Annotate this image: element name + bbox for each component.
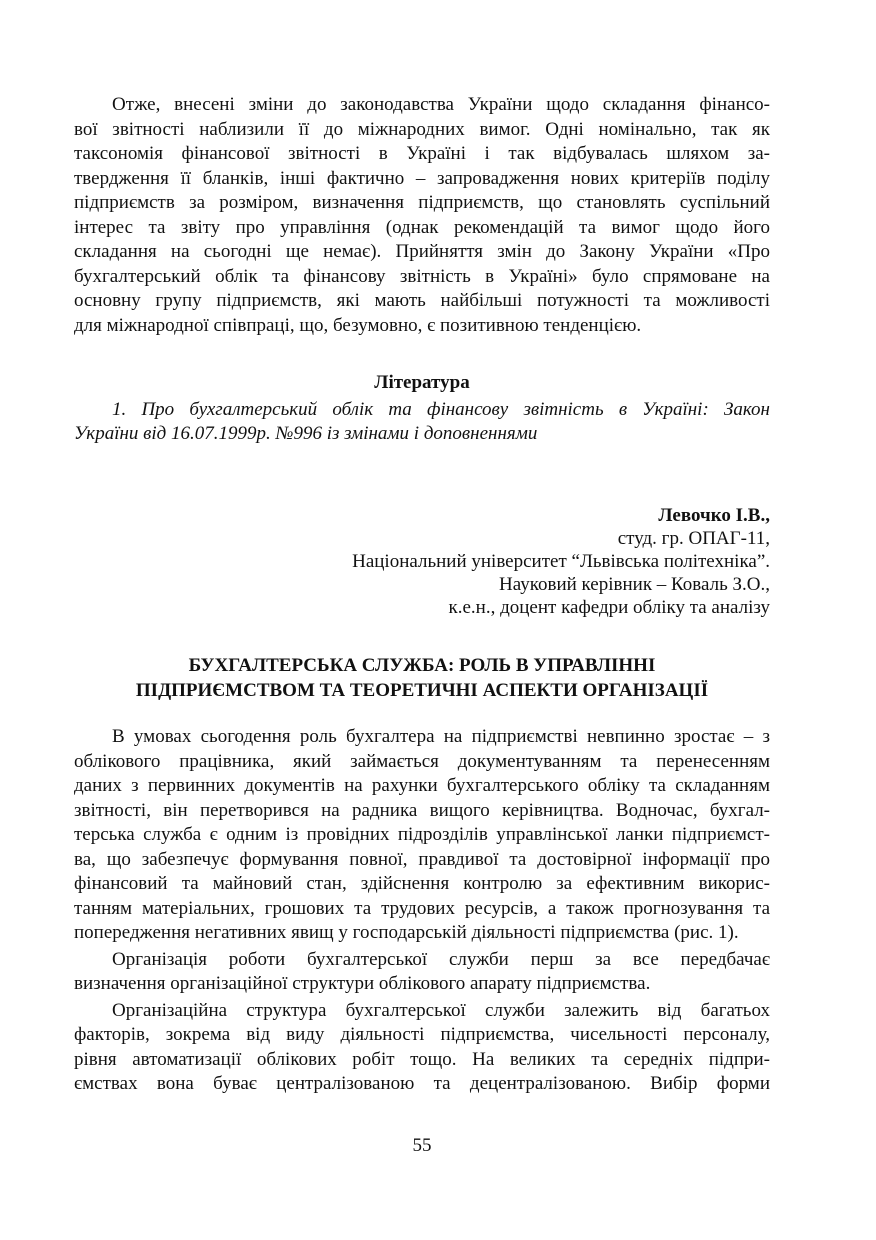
text-line: ємствах вона буває централізованою та децентралізованою. Вибір форми bbox=[74, 1073, 770, 1094]
text-line: бухгалтерський облік та фінансову звітність в Україні» було спрямоване на bbox=[74, 265, 770, 287]
text-line: терська служба є одним із провідних підрозділів управлінської ланки підприємст- bbox=[74, 824, 770, 845]
text-line: ва, що забезпечує формування повної, правдивої та достовірної інформації про bbox=[74, 848, 770, 870]
text-line: рівня автоматизації облікових робіт тощо. На великих та середніх підпри- bbox=[74, 1048, 770, 1070]
page-number: 55 bbox=[412, 1135, 432, 1156]
author-name: Левочко І.В., bbox=[658, 505, 770, 526]
text-line: для міжнародної співпраці, що, безумовно, є позитивною тенденцією. bbox=[74, 314, 642, 336]
text-line: 1. Про бухгалтерський облік та фінансову звітність в Україні: Закон bbox=[112, 398, 770, 420]
text-line: інтерес та звіту про управління (однак рекомендацій та вимог щодо його bbox=[74, 216, 770, 238]
literature-section bbox=[74, 371, 770, 447]
text-line: складання на сьогодні ще немає). Прийняття змін до Закону України «Про bbox=[74, 241, 770, 262]
text-line: облікового працівника, який займається документуванням та перенесенням bbox=[74, 750, 770, 772]
text-line: таксономія фінансової звітності в Україні і так відбувалась шляхом за- bbox=[74, 143, 770, 164]
author-supervisor-title: к.е.н., доцент кафедри обліку та аналізу bbox=[448, 597, 770, 618]
text-line: попередження негативних явищ у господарській діяльності підприємства (рис. 1). bbox=[74, 922, 739, 943]
text-line: підприємств за розміром, визначення підприємств, що становлять суспільний bbox=[74, 192, 770, 213]
text-line: Отже, внесені зміни до законодавства України щодо складання фінансо- bbox=[112, 94, 770, 115]
body-paragraph bbox=[74, 999, 770, 1097]
literature-heading: Література bbox=[374, 372, 470, 393]
text-line: фінансовий та майновий стан, здійснення контролю за ефективним викорис- bbox=[74, 873, 770, 894]
text-line: Організація роботи бухгалтерської служби перш за все передбачає bbox=[112, 948, 770, 970]
text-line: В умовах сьогодення роль бухгалтера на підприємстві невпинно зростає – з bbox=[112, 726, 770, 747]
literature-reference bbox=[74, 398, 770, 447]
body-paragraph bbox=[74, 948, 770, 997]
text-line: Організаційна структура бухгалтерської служби залежить від багатьох bbox=[112, 999, 770, 1021]
text-line: вої звітності наблизили її до міжнародних вимог. Одні номінально, так як bbox=[74, 118, 770, 140]
text-line: основну групу підприємств, які мають найбільші потужності та можливості bbox=[74, 290, 770, 311]
article-title-line: БУХГАЛТЕРСЬКА СЛУЖБА: РОЛЬ В УПРАВЛІННІ bbox=[188, 655, 656, 676]
author-group: студ. гр. ОПАГ-11, bbox=[617, 528, 770, 549]
body-paragraph bbox=[74, 725, 770, 946]
text-line: України від 16.07.1999р. №996 із змінами і доповненнями bbox=[74, 423, 538, 444]
text-line: звітності, він перетворився на радника вищого керівництва. Водночас, бухгал- bbox=[74, 799, 770, 821]
text-line: факторів, зокрема від виду діяльності підприємства, чисельності персоналу, bbox=[74, 1024, 770, 1045]
article-title-line: ПІДПРИЄМСТВОМ ТА ТЕОРЕТИЧНІ АСПЕКТИ ОРГАНІЗАЦІЇ bbox=[135, 680, 709, 701]
intro-paragraph bbox=[74, 93, 770, 338]
body-text bbox=[74, 725, 770, 1097]
text-line: визначення організаційної структури облікового апарату підприємства. bbox=[74, 973, 651, 994]
article-title bbox=[74, 653, 770, 703]
author-block bbox=[74, 504, 770, 619]
text-line: твердження її бланків, інші фактично – запровадження нових критеріїв поділу bbox=[74, 167, 770, 189]
author-supervisor: Науковий керівник – Коваль З.О., bbox=[499, 574, 770, 595]
text-line: танням матеріальних, грошових та трудових ресурсів, а також прогнозування та bbox=[74, 897, 770, 919]
author-university: Національний університет “Львівська політехніка”. bbox=[352, 551, 770, 572]
text-line: даних з первинних документів на рахунки бухгалтерського обліку та складанням bbox=[74, 775, 770, 796]
